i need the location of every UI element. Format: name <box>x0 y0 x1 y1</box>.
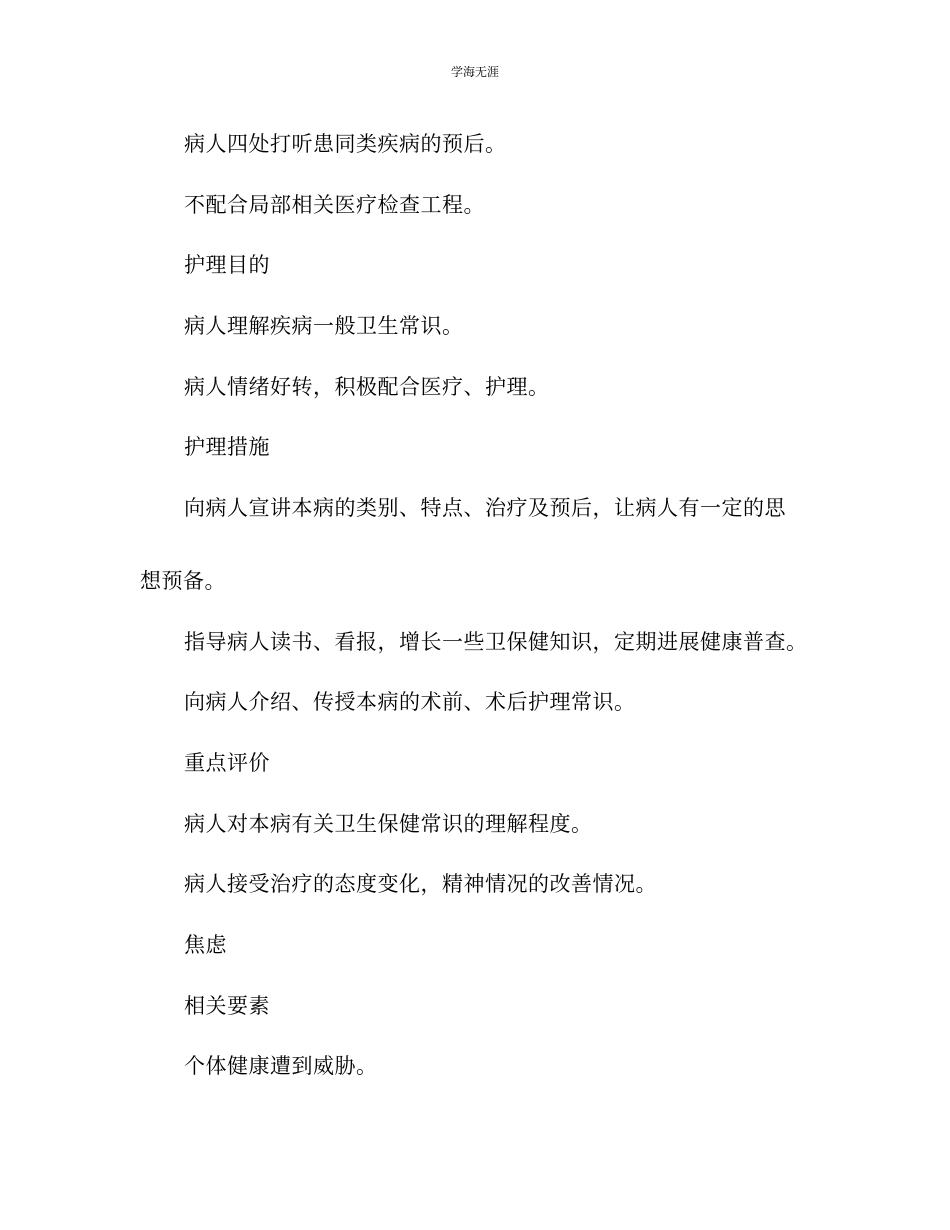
paragraph-5-line-2: 想预备。 <box>140 569 226 593</box>
paragraph-8: 病人对本病有关卫生保健常识的理解程度。 <box>184 812 593 836</box>
paragraph-10: 个体健康遭到威胁。 <box>184 1054 378 1078</box>
paragraph-3: 病人理解疾病一般卫生常识。 <box>184 314 464 338</box>
section-heading-nursing-measures: 护理措施 <box>184 435 270 459</box>
paragraph-5-line-1: 向病人宣讲本病的类别、特点、治疗及预后，让病人有一定的思 <box>184 496 786 520</box>
paragraph-9: 病人接受治疗的态度变化，精神情况的改善情况。 <box>184 872 657 896</box>
paragraph-4: 病人情绪好转，积极配合医疗、护理。 <box>184 375 550 399</box>
paragraph-1: 病人四处打听患同类疾病的预后。 <box>184 132 507 156</box>
section-heading-anxiety: 焦虑 <box>184 933 227 957</box>
page-header: 学海无涯 <box>450 65 499 79</box>
paragraph-6: 指导病人读书、看报，增长一些卫保健知识，定期进展健康普查。 <box>184 630 808 654</box>
section-heading-key-evaluation: 重点评价 <box>184 751 270 775</box>
section-heading-related-factors: 相关要素 <box>184 994 270 1018</box>
section-heading-nursing-goal: 护理目的 <box>184 253 270 277</box>
paragraph-2: 不配合局部相关医疗检查工程。 <box>184 193 485 217</box>
paragraph-7: 向病人介绍、传授本病的术前、术后护理常识。 <box>184 690 636 714</box>
